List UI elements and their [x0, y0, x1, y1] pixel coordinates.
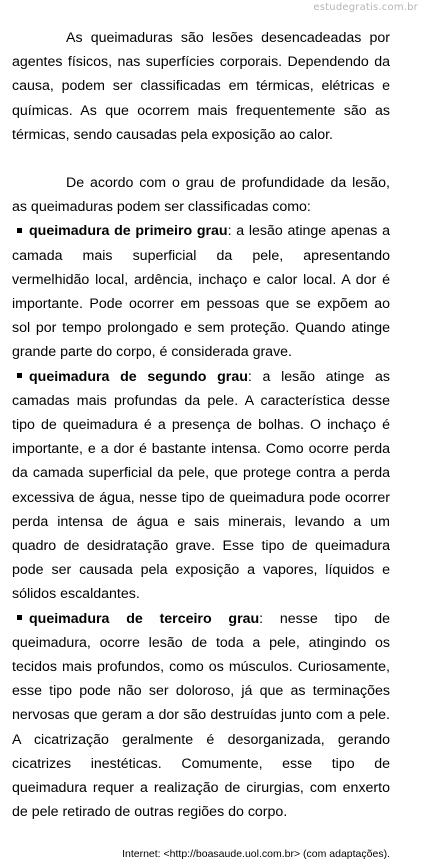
description-third-degree: : nesse tipo de queimadura, ocorre lesão de toda a pele, atingindo os tecidos mais profundos, como os músculos. Curiosamente, esse tipo pode não ser doloroso, já que as terminações nervosas que geram a dor são destruídas junto com a pele. A cicatrização geralmente é desorganizada, gerando cicatrizes inestéticas. Comumente, esse tipo de queimadura requer a realização de cirurgias, com enxerto de pele retirado de outras regiões do corpo. — [12, 610, 390, 821]
list-item-second-degree — [12, 365, 390, 607]
term-third-degree: queimadura de terceiro grau — [29, 610, 260, 627]
bullet-icon — [17, 228, 22, 233]
source-citation: Internet: <http://boasaude.uol.com.br> (com adaptações). — [122, 848, 390, 860]
term-first-degree: queimadura de primeiro grau — [29, 223, 228, 240]
description-first-degree: : a lesão atinge apenas a camada mais superficial da pele, apresentando vermelhidão local, ardência, inchaço e calor local. A dor é importante. Pode ocorrer em pessoas que se expõem ao sol por tempo prolongado e sem proteção. Quando atinge grande parte do corpo, é considerada grave. — [12, 223, 390, 361]
document-text — [12, 26, 390, 825]
paragraph-intro: As queimaduras são lesões desencadeadas por agentes físicos, nas superfícies corporais. Dependendo da causa, podem ser classificadas em térmicas, elétricas e químicas. As que ocorrem mais frequentemente são as térmicas, sendo causadas pela exposição ao calor. — [12, 30, 390, 143]
watermark: estudegratis.com.br — [313, 2, 418, 13]
list-item-third-degree — [12, 607, 390, 825]
description-second-degree: : a lesão atinge as camadas mais profundas da pele. A característica desse tipo de queimadura é a presença de bolhas. O inchaço é importante, e a dor é bastante intensa. Como ocorre perda da camada superficial da pele, que protege contra a perda excessiva de água, nesse tipo de queimadura pode ocorrer perda intensa de água e sais minerais, levando a um quadro de desidratação grave. Esse tipo de queimadura pode ser causada pela exposição a vapores, líquidos e sólidos escaldantes. — [12, 368, 391, 603]
bullet-icon — [17, 373, 22, 378]
bullet-icon — [17, 615, 22, 620]
paragraph-classification: De acordo com o grau de profundidade da lesão, as queimaduras podem ser classificadas como: — [12, 175, 390, 216]
list-item-first-degree — [12, 219, 390, 364]
term-second-degree: queimadura de segundo grau — [29, 368, 248, 385]
